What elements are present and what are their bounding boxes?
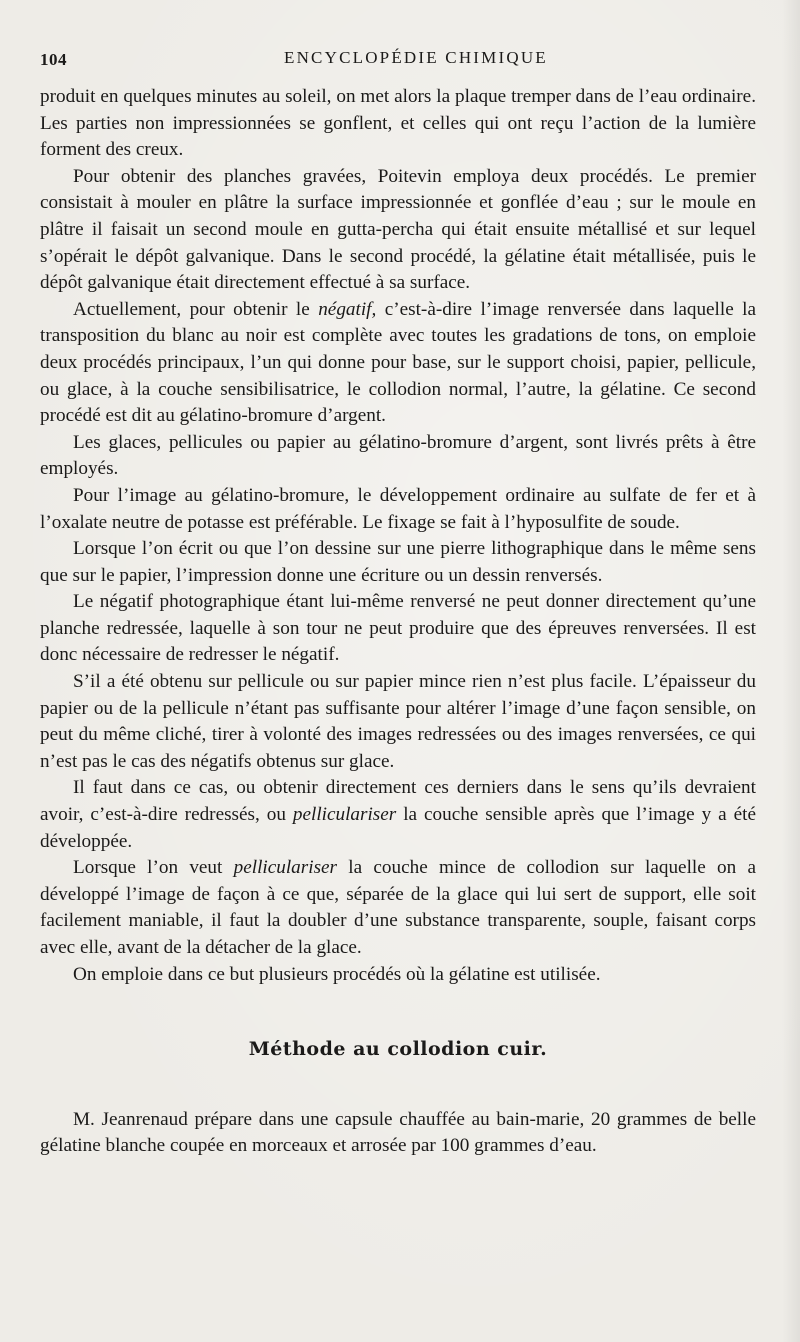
paragraph-5: Pour l’image au gélatino-bromure, le développement ordinaire au sulfate de fer et à l’oxalate neutre de potasse est préférable. Le fixage se fait à l’hyposulfite de soude. [40,484,756,533]
page-number: 104 [40,50,67,69]
paragraph-3-lead: Actuellement, pour obtenir le [73,298,319,320]
page-edge-shadow [782,0,800,1342]
paragraph-11: On emploie dans ce but plusieurs procédés où la gélatine est utilisée. [73,963,601,985]
page-header [40,44,760,72]
final-paragraph: M. Jeanrenaud prépare dans une capsule chauffée au bain-marie, 20 grammes de belle gélatine blanche coupée en morceaux et arrosée par 100 grammes d’eau. [40,1108,756,1157]
paragraph-8: S’il a été obtenu sur pellicule ou sur papier mince rien n’est plus facile. L’épaisseur du papier ou de la pellicule n’étant pas suffisante pour altérer l’image d’une façon sensible, on peut du même cliché, tirer à volonté des images redressées ou des images renversées, ce qui n’est pas le cas des négatifs obtenus sur glace. [40,671,756,772]
paragraph-9-lead: Il faut dans ce cas, ou obtenir directement ces derniers dans le sens qu’ils devraient avoir, c’est-à-dire redressés, ou [40,777,756,826]
paragraph-3 [40,297,756,430]
paragraph-1: produit en quelques minutes au soleil, on met alors la plaque tremper dans de l’eau ordinaire. Les parties non impressionnées se gonflent, et celles qui ont reçu l’action de la lumière forment des creux. [40,86,756,161]
paragraph-9 [40,775,756,855]
paragraph-4: Les glaces, pellicules ou papier au gélatino-bromure d’argent, sont livrés prêts à être employés. [40,431,756,480]
term-pelliculariser: pelliculariser [292,804,397,826]
running-title: ENCYCLOPÉDIE CHIMIQUE [284,48,548,67]
paragraph-10-lead: Lorsque l’on veut [73,857,234,879]
page-body [40,84,756,1160]
section-title: Méthode au collodion cuir. [248,1038,548,1061]
term-negatif: négatif, [318,298,377,320]
paragraph-9-rest: la couche sensible après que l’image y a été développée. [40,804,756,852]
paragraph-7: Le négatif photographique étant lui-même renversé ne peut donner directement qu’une planche redressée, laquelle à son tour ne peut produire que des épreuves renversées. Il est donc nécessaire de redresser le négatif. [40,591,756,666]
paragraph-10 [40,855,756,961]
paragraph-6: Lorsque l’on écrit ou que l’on dessine sur une pierre lithographique dans le même sens que sur le papier, l’impression donne une écriture ou un dessin renversés. [40,538,756,586]
term-pelliculariser-2: pelliculariser [233,857,338,879]
paragraph-10-rest: la couche mince de collodion sur laquelle on a développé l’image de façon à ce que, séparée de la glace qui lui sert de support, elle soit facilement maniable, il faut la doubler d’une substance transparente, souple, faisant corps avec elle, avant de la détacher de la glace. [40,857,756,958]
paragraph-3-rest: c’est-à-dire l’image renversée dans laquelle la transposition du blanc au noir est complète avec toutes les gradations de tons, on emploie deux procédés principaux, l’un qui donne pour base, sur le support choisi, papier, pellicule, ou glace, à la couche sensibilisatrice, le collodion normal, l’autre, la gélatine. Ce second procédé est dit au gélatino-bromure d’argent. [40,298,756,427]
paragraph-2: Pour obtenir des planches gravées, Poitevin employa deux procédés. Le premier consistait à mouler en plâtre la surface impressionnée et gonflée d’eau ; sur le moule en plâtre il faisait un second moule en gutta-percha qui était ensuite métallisé et sur lequel s’opérait le dépôt galvanique. Dans le second procédé, la gélatine était métallisée, puis le dépôt galvanique était directement effectué à sa surface. [40,165,756,294]
